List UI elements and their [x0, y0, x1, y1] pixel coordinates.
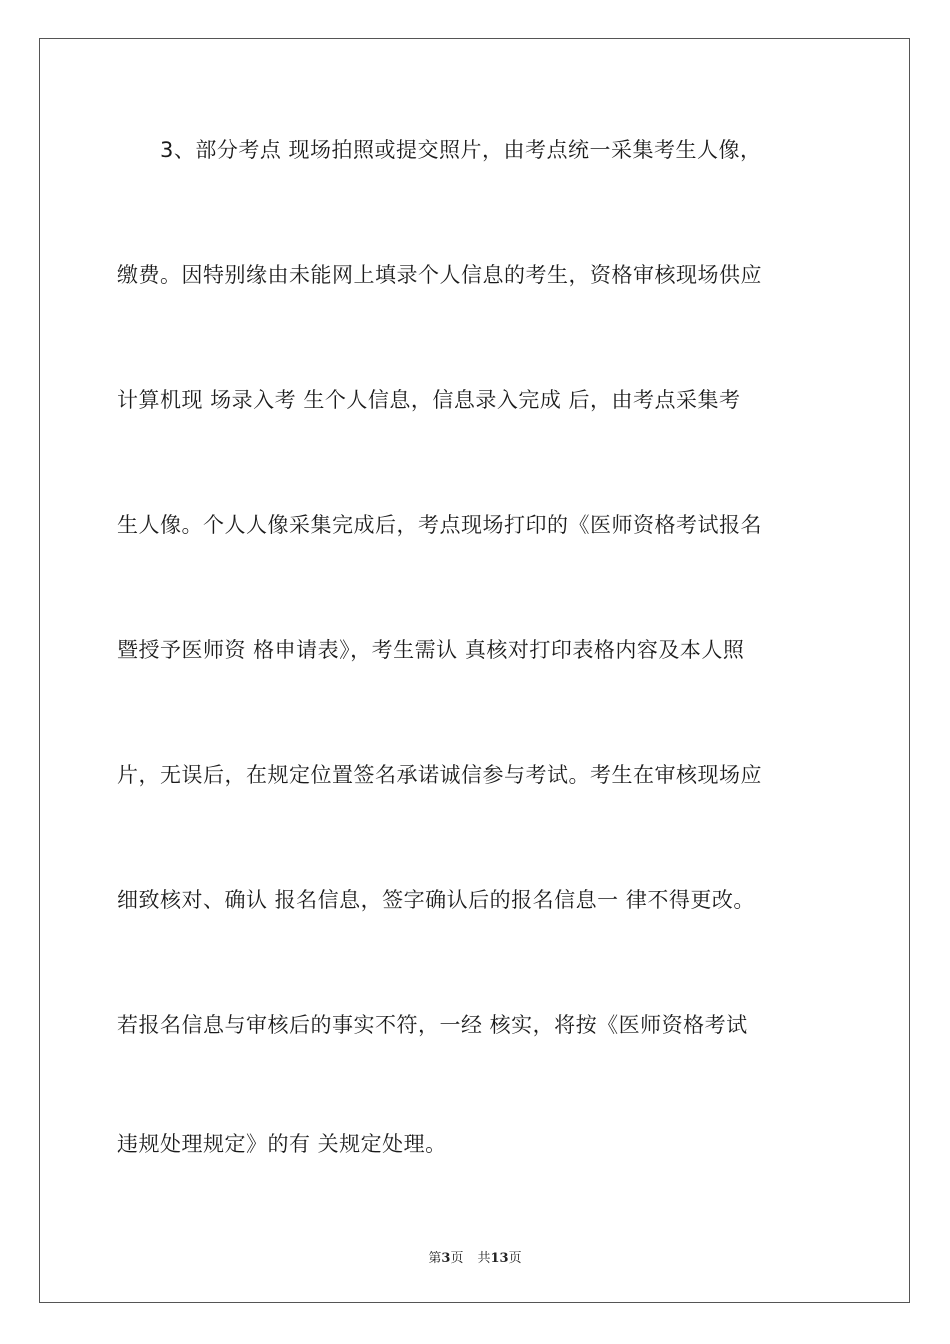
total-prefix: 共	[477, 1251, 491, 1266]
page-suffix: 页	[450, 1251, 464, 1266]
paragraph-line-2: 缴费。因特别缘由未能网上填录个人信息的考生，资格审核现场供应	[117, 263, 762, 287]
paragraph-line-8: 若报名信息与审核后的事实不符，一经 核实，将按《医师资格考试	[117, 1013, 748, 1037]
page-footer	[0, 1247, 950, 1266]
paragraph-line-9: 违规处理规定》的有 关规定处理。	[117, 1132, 447, 1156]
page-prefix: 第	[428, 1251, 442, 1266]
paragraph-line-7: 细致核对、确认 报名信息，签字确认后的报名信息一 律不得更改。	[117, 888, 755, 912]
paragraph-line-4: 生人像。个人人像采集完成后，考点现场打印的《医师资格考试报名	[117, 513, 762, 537]
paragraph-line-6: 片，无误后，在规定位置签名承诺诚信参与考试。考生在审核现场应	[117, 763, 762, 787]
paragraph-line-3: 计算机现 场录入考 生个人信息，信息录入完成 后，由考点采集考	[117, 388, 741, 412]
page-border	[39, 38, 910, 1303]
total-suffix: 页	[508, 1251, 522, 1266]
total-pages: 13	[490, 1251, 509, 1266]
page-number: 3	[441, 1251, 451, 1266]
paragraph-line-5: 暨授予医师资 格申请表》，考生需认 真核对打印表格内容及本人照	[117, 638, 745, 662]
paragraph-line-1: 3、部分考点 现场拍照或提交照片，由考点统一采集考生人像，	[160, 138, 762, 162]
